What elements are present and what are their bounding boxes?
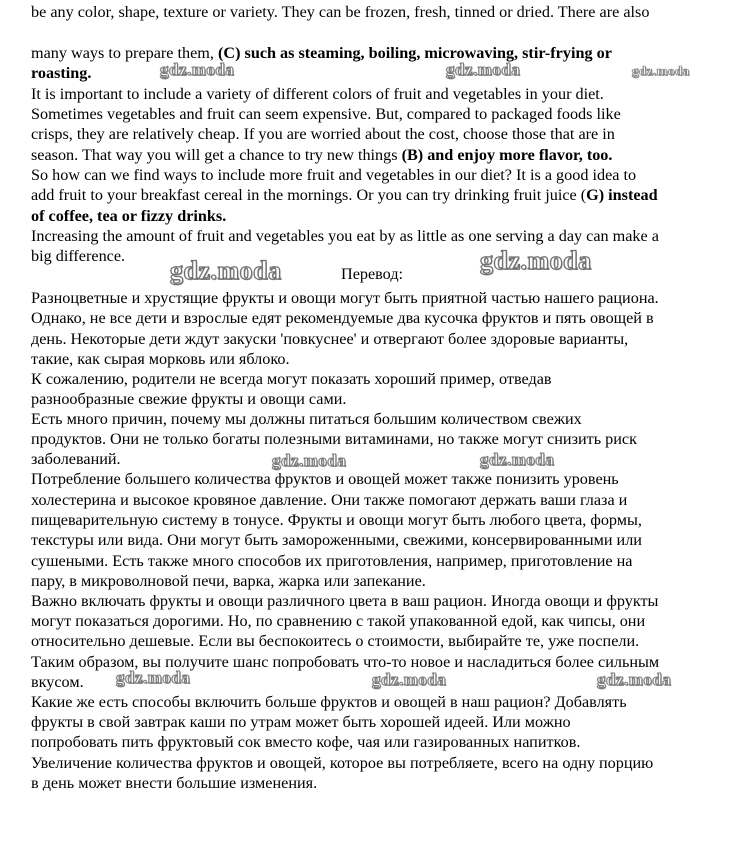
russian-line-2: Однако, не все дети и взрослые едят рекомендуемые два кусочка фруктов и пять овощей в <box>31 309 654 327</box>
english-line-6: crisps, they are relatively cheap. If you are worried about the cost, choose those that are in <box>31 125 615 143</box>
russian-line-3: день. Некоторые дети ждут закуски 'повкуснее' и отвергают более здоровые варианты, <box>31 330 629 348</box>
answer-b: (B) and enjoy more flavor, too. <box>401 146 613 164</box>
russian-line-10: Потребление большего количества фруктов и овощей может также понизить уровень <box>31 470 619 488</box>
russian-line-19: Таким образом, вы получите шанс попробовать что-то новое и насладиться более сильным <box>31 653 660 671</box>
russian-line-5: К сожалению, родители не всегда могут показать хороший пример, отведав <box>31 370 552 388</box>
translation-heading: Перевод: <box>341 265 404 283</box>
russian-line-1: Разноцветные и хрустящие фрукты и овощи могут быть приятной частью нашего рациона. <box>31 289 659 307</box>
english-line-2-plain: many ways to prepare them, <box>31 44 218 62</box>
watermark-logo: gdz.moda <box>170 256 282 285</box>
english-line-4: It is important to include a variety of different colors of fruit and vegetables in your diet. <box>31 85 604 103</box>
russian-line-12: пищеварительную систему в тонусе. Фрукты и овощи могут быть любого цвета, формы, <box>31 511 642 529</box>
english-line-7 <box>31 145 612 165</box>
russian-line-20: вкусом. <box>31 673 84 691</box>
english-line-8: So how can we find ways to include more fruit and vegetables in our diet? It is a good idea to <box>31 166 637 184</box>
answer-c-end: roasting. <box>31 64 92 82</box>
english-line-3 <box>31 63 91 83</box>
russian-line-22: фрукты в свой завтрак каши по утрам может быть хорошей идеей. Или можно <box>31 713 571 731</box>
russian-line-25: в день может внести большие изменения. <box>31 774 318 792</box>
russian-line-8: продуктов. Они не только богаты полезными витаминами, но также могут снизить риск <box>31 430 637 448</box>
russian-line-17: могут показаться дорогими. Но, по сравнению с такой упакованной едой, как чипсы, они <box>31 612 646 630</box>
answer-g: G) instead <box>586 186 658 204</box>
russian-line-11: холестерина и высокое кровяное давление. Они также помогают держать ваши глаза и <box>31 491 628 509</box>
watermark-logo: gdz.moda <box>632 63 690 78</box>
russian-line-6: разнообразные свежие фрукты и овощи сами. <box>31 390 347 408</box>
english-line-5: Sometimes vegetables and fruit can seem expensive. But, compared to packaged foods like <box>31 105 621 123</box>
english-line-9 <box>31 185 658 205</box>
russian-line-21: Какие же есть способы включить больше фруктов и овощей в наш рацион? Добавлять <box>31 693 627 711</box>
russian-line-9: заболеваний. <box>31 450 121 468</box>
english-line-1: be any color, shape, texture or variety. They can be frozen, fresh, tinned or dried. There are also <box>31 3 650 21</box>
english-line-12: big difference. <box>31 247 126 265</box>
watermark-logo: gdz.moda <box>116 668 191 687</box>
english-line-11: Increasing the amount of fruit and vegetables you eat by as little as one serving a day can make a <box>31 227 659 245</box>
russian-line-7: Есть много причин, почему мы должны питаться большим количеством свежих <box>31 410 582 428</box>
english-line-10 <box>31 206 226 226</box>
russian-line-13: текстуры или вида. Они могут быть замороженными, свежими, консервированными или <box>31 531 642 549</box>
english-line-9-plain: add fruit to your breakfast cereal in the mornings. Or you can try drinking fruit juice ( <box>31 186 587 204</box>
russian-line-15: пару, в микроволновой печи, варка, жарка или запекание. <box>31 572 426 590</box>
watermark-logo: gdz.moda <box>160 60 235 79</box>
watermark-logo: gdz.moda <box>597 670 672 689</box>
english-line-7-plain: season. That way you will get a chance to try new things <box>31 146 402 164</box>
answer-g-end: of coffee, tea or fizzy drinks. <box>31 207 227 225</box>
watermark-logo: gdz.moda <box>272 451 347 470</box>
russian-line-4: такие, как сырая морковь или яблоко. <box>31 350 290 368</box>
watermark-logo: gdz.moda <box>446 60 521 79</box>
watermark-logo: gdz.moda <box>480 246 592 275</box>
russian-line-18: относительно дешевые. Если вы беспокоитесь о стоимости, выбирайте те, уже поспели. <box>31 632 640 650</box>
russian-line-24: Увеличение количества фруктов и овощей, которое вы потребляете, всего на одну порцию <box>31 754 654 772</box>
watermark-logo: gdz.moda <box>480 450 555 469</box>
english-line-2 <box>31 43 612 63</box>
russian-line-23: попробовать пить фруктовый сок вместо кофе, чая или газированных напитков. <box>31 733 581 751</box>
answer-c: (C) such as steaming, boiling, microwaving, stir-frying or <box>218 44 612 62</box>
watermark-logo: gdz.moda <box>372 670 447 689</box>
russian-line-16: Важно включать фрукты и овощи различного цвета в ваш рацион. Иногда овощи и фрукты <box>31 592 659 610</box>
russian-line-14: сушеными. Есть также много способов их приготовления, например, приготовление на <box>31 552 633 570</box>
